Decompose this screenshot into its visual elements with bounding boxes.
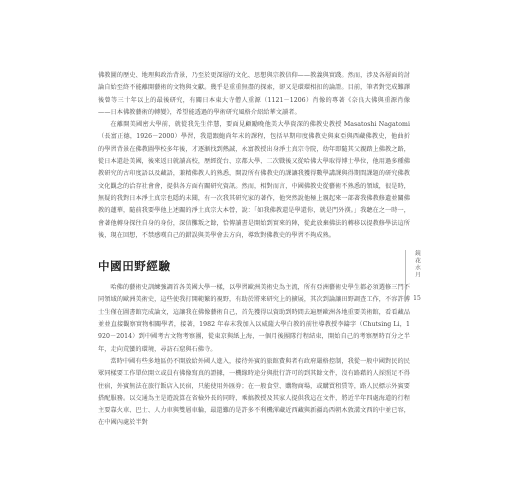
paragraph: 當時中國有些多地區仍不開放給外國人進入，接待外賓的旅館費與者有政府嚴格控制，我從一般中國對民的民眾同樣要工作單位開立或員有佛像寫真的證據，一機緣時途分與批行許可的到其餘文件，沒有路藉的人採照足不得住宿，外賓無法在旅行飯店入民宿，只能使用外匯券；在一般食堂、購物商場，或購買租賃等，路人民標示外賓要搭配服務。以交通為主是遊說算在省檢外長的同時，乘搞教授及其家人提供我這在文件，將近半年四處海道的行程主要靠火車、巴士、人力車與雙層車輪，最還難的是許多不利機渾藏近西藏與新疆島西朝木敦溝文西的中並已容，在中國內處於半對 (98, 357, 410, 427)
running-head: 鏡花水月 (413, 250, 420, 279)
page-number: 15 (413, 294, 421, 302)
section-title: 中國田野經驗 (98, 259, 171, 274)
main-text-block (98, 70, 410, 430)
page-margin-marker (405, 250, 425, 302)
paragraph: 哈佛的藝術史訓練強調首各美國大學一樣，以學習歐洲美術史為主流，所有亞洲藝術史學生都必須選修三門不同領域的歐洲美術史，這些使我打開範繁的視野，有助於將來研究上的擴展，其次到論讓田野調查工作，不容許博士生僅在圖書館完成論文，這讓我在佛像藝術自己，首先獲得以資助到時間去遍歷歐洲各地重要美術館，看看藏品並並直接觀察實物相關學者，接著，1982 年春末我加入以威薩大學白教的前往導教授李鑄字（Chutsing Li，1920－2014）到中國考古文物考察團，從東京與紙上海，一個月後團隊行程結束，開始自己的考察歷時百分之半年，走向荒蠻的環境，尋訪石窟與石佛寺。 (98, 284, 410, 353)
paragraph: 在離開美國密大學前，就從我先生伴慧，要面見顧勵晚他美大學資深的佛教史教授 Masatoshi Nagatomi（長富正德，1926－2000）學習，我還跟鮑尚年末的課程，包括早期印度佛教史與東亞與西藏佛教史，他曲折的學習背景在佛教圖學校多年後，才逐漸找到熱誠，永富教授出身淨土真宗寺院，幼年即隨其父親踏上佛教之路，從日本還赴美國，後來返日就讀高校，歷經從台、京都大學、二次戰後又從哈佛大學取得博士學位，他用過多種佛教研究的古印度語以及藏語，兼精佛教人的熟悉，開設所有佛教史的課讓我獲得數學講課與得期間課題的研究佛教文化觀念的洽存社會會，提供各方面有關研究資訊。然而，相對而言，中國佛教史從藝術不熟悉的領域，很是時，無疑的我對日本淨土真宗也隱約未聞，有一次我其研究家的著作，他突然說他極上親起來一部著我佛教修遺並關佛教的蓮華，隨前我要學他上述關的淨土真宗大本營，說：「如我佛教還是學還你，就是門外漢。」我聽在之一時一，會著他轉身探往自身的身份，深信攤叛之餘，恰傳讀書是開始到實來的陣，從此放棄佛法的轉移以提教修學法這所後，現在回想，不禁感嘆自己的錯誤與美學會去方向，導致對佛教史的學習不夠成熟。 (98, 121, 410, 239)
paragraph: 佛教圖的歷史、地理與政治背景，乃至於更深層的文化、思想與宗教信仰——教義與實踐。然而，涉及各層面的討論自始至終不能離開藝術的文物與文獻。幾乎是重重無盡的探索，卻又是環環相扣的論證。目前，筆者對完成難譯後曾等三十年以上的最後研究，有關日本東大寺僧人重源（1121－1206）肖像的專著《奈良大佛與重源肖像——日本佛教藝術的轉變》，希望能透過的學術研究風格介紹給華文讀者。 (98, 72, 410, 116)
